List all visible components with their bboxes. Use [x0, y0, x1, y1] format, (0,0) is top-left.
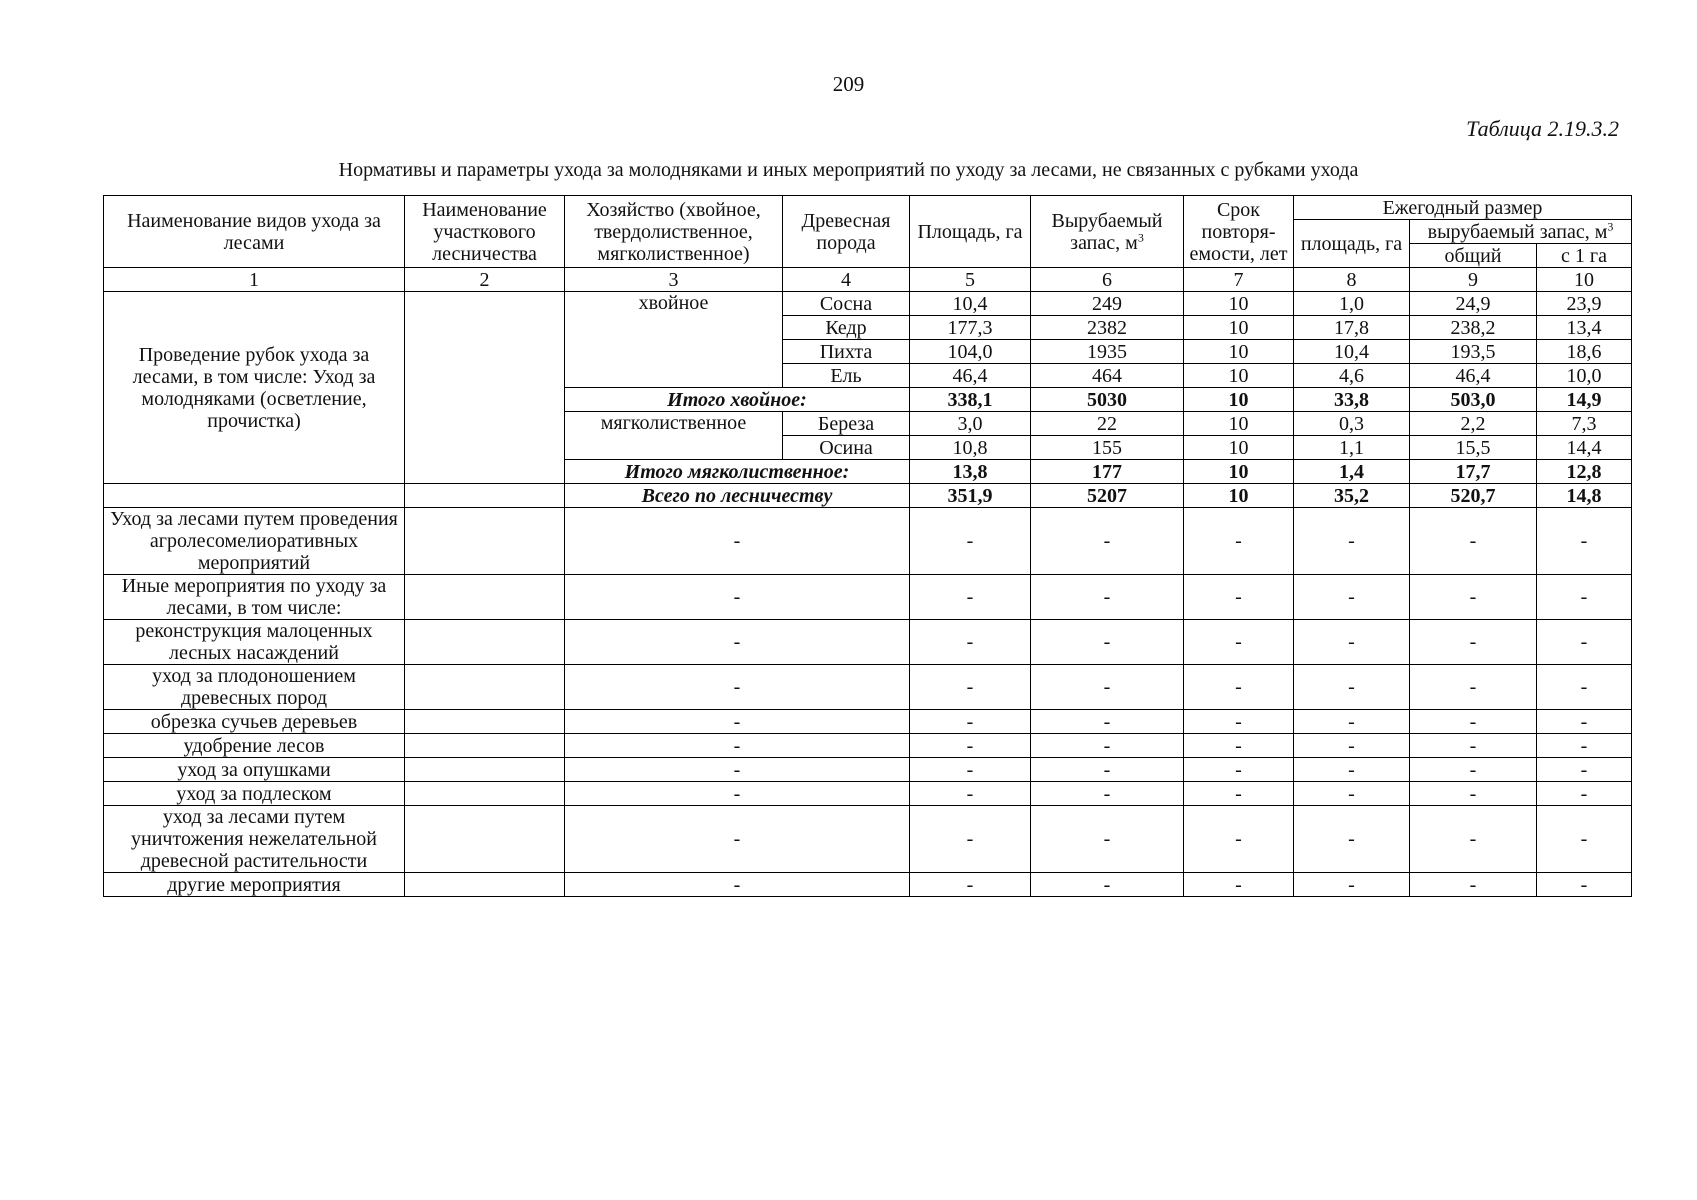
dash-cell: - — [1410, 710, 1537, 734]
annual-area-cell: 4,6 — [1294, 364, 1410, 388]
annual-area-cell: 1,1 — [1294, 436, 1410, 460]
dash-cell: - — [1031, 806, 1184, 873]
dash-cell: - — [1184, 734, 1294, 758]
header-volume: Вырубаемый запас, $м^3$ — [1031, 196, 1184, 268]
forestry-cell — [405, 806, 565, 873]
activity-row — [104, 575, 1632, 620]
per-ha-cell: 23,9 — [1537, 292, 1632, 316]
activity-row — [104, 873, 1632, 897]
activity-name: другие мероприятия — [104, 873, 405, 897]
column-number: 7 — [1184, 268, 1294, 292]
dash-cell: - — [1537, 710, 1632, 734]
dash-cell: - — [1294, 508, 1410, 575]
dash-cell: - — [565, 710, 910, 734]
dash-cell: - — [1184, 806, 1294, 873]
forestry-cell — [405, 873, 565, 897]
period-cell: 10 — [1184, 316, 1294, 340]
other-activities-body — [104, 508, 1632, 897]
per-ha-cell: 13,4 — [1537, 316, 1632, 340]
annual-total-cell: 238,2 — [1410, 316, 1537, 340]
annual-total-cell: 2,2 — [1410, 412, 1537, 436]
table-label: Таблица 2.19.3.2 — [1466, 116, 1619, 141]
dash-cell: - — [1184, 710, 1294, 734]
volume-cell: 155 — [1031, 436, 1184, 460]
dash-cell: - — [565, 508, 910, 575]
header-period: Срок повторя-емости, лет — [1184, 196, 1294, 268]
area-cell: 104,0 — [910, 340, 1031, 364]
forestry-cell — [405, 758, 565, 782]
activity-name: реконструкция малоценных лесных насаждений — [104, 620, 405, 665]
forestry-cell — [405, 575, 565, 620]
annual-total-cell: 15,5 — [1410, 436, 1537, 460]
area-cell: 10,4 — [910, 292, 1031, 316]
dash-cell: - — [1294, 873, 1410, 897]
dash-cell: - — [1537, 665, 1632, 710]
dash-cell: - — [910, 758, 1031, 782]
period-cell: 10 — [1184, 388, 1294, 412]
dash-cell: - — [1294, 620, 1410, 665]
header-annual-area: площадь, га — [1294, 220, 1410, 268]
dash-cell: - — [910, 665, 1031, 710]
header-annual-volume: вырубаемый запас, $м^3$ — [1410, 220, 1632, 244]
dash-cell: - — [1410, 665, 1537, 710]
dash-cell: - — [1537, 620, 1632, 665]
volume-cell: 2382 — [1031, 316, 1184, 340]
activity-row — [104, 620, 1632, 665]
dash-cell: - — [1031, 758, 1184, 782]
forestry-cell — [405, 734, 565, 758]
column-number: 5 — [910, 268, 1031, 292]
dash-cell: - — [565, 575, 910, 620]
annual-total-cell: 193,5 — [1410, 340, 1537, 364]
per-ha-cell: 10,0 — [1537, 364, 1632, 388]
column-number-row — [104, 268, 1632, 292]
dash-cell: - — [910, 508, 1031, 575]
dash-cell: - — [1294, 758, 1410, 782]
dash-cell: - — [910, 782, 1031, 806]
period-cell: 10 — [1184, 484, 1294, 508]
dash-cell: - — [1184, 873, 1294, 897]
annual-area-cell: 33,8 — [1294, 388, 1410, 412]
area-cell: 10,8 — [910, 436, 1031, 460]
dash-cell: - — [910, 873, 1031, 897]
dash-cell: - — [1537, 734, 1632, 758]
period-cell: 10 — [1184, 364, 1294, 388]
period-cell: 10 — [1184, 460, 1294, 484]
activity-row — [104, 508, 1632, 575]
dash-cell: - — [1031, 508, 1184, 575]
per-ha-cell: 7,3 — [1537, 412, 1632, 436]
dash-cell: - — [1184, 620, 1294, 665]
species-cell: Ель — [783, 364, 910, 388]
annual-total-cell: 503,0 — [1410, 388, 1537, 412]
per-ha-cell: 18,6 — [1537, 340, 1632, 364]
header-total: общий — [1410, 244, 1537, 268]
period-cell: 10 — [1184, 412, 1294, 436]
dash-cell: - — [1537, 782, 1632, 806]
annual-total-cell: 46,4 — [1410, 364, 1537, 388]
activity-name: уход за плодоношением древесных пород — [104, 665, 405, 710]
dash-cell: - — [1410, 508, 1537, 575]
dash-cell: - — [1537, 758, 1632, 782]
dash-cell: - — [1031, 710, 1184, 734]
column-number: 3 — [565, 268, 783, 292]
grand-total-label: Всего по лесничеству — [565, 484, 910, 508]
dash-cell: - — [1031, 873, 1184, 897]
column-number: 9 — [1410, 268, 1537, 292]
volume-cell: 5030 — [1031, 388, 1184, 412]
dash-cell: - — [1294, 575, 1410, 620]
per-ha-cell: 14,4 — [1537, 436, 1632, 460]
column-number: 1 — [104, 268, 405, 292]
dash-cell: - — [1184, 665, 1294, 710]
dash-cell: - — [1184, 508, 1294, 575]
dash-cell: - — [1537, 575, 1632, 620]
dash-cell: - — [565, 806, 910, 873]
page-number: 209 — [832, 72, 865, 96]
per-ha-cell: 12,8 — [1537, 460, 1632, 484]
volume-cell: 1935 — [1031, 340, 1184, 364]
forestry-cell — [405, 782, 565, 806]
header-activity: Наименование видов ухода за лесами — [104, 196, 405, 268]
forestry-cell — [405, 665, 565, 710]
column-number: 2 — [405, 268, 565, 292]
dash-cell: - — [565, 758, 910, 782]
dash-cell: - — [1031, 575, 1184, 620]
activity-name: Уход за лесами путем проведения агролесомелиоративных мероприятий — [104, 508, 405, 575]
column-number: 10 — [1537, 268, 1632, 292]
annual-total-cell: 17,7 — [1410, 460, 1537, 484]
forestry-cell — [405, 508, 565, 575]
annual-area-cell: 1,0 — [1294, 292, 1410, 316]
activity-name: уход за подлеском — [104, 782, 405, 806]
economy-softwood: мягколиственное — [565, 412, 783, 460]
activity-row — [104, 734, 1632, 758]
header-area: Площадь, га — [910, 196, 1031, 268]
norms-table — [103, 195, 1632, 897]
dash-cell: - — [1410, 734, 1537, 758]
dash-cell: - — [910, 620, 1031, 665]
empty-cell — [104, 484, 405, 508]
area-cell: 177,3 — [910, 316, 1031, 340]
activity-name: удобрение лесов — [104, 734, 405, 758]
activity-row — [104, 758, 1632, 782]
volume-cell: 22 — [1031, 412, 1184, 436]
dash-cell: - — [1537, 508, 1632, 575]
dash-cell: - — [1184, 782, 1294, 806]
species-cell: Пихта — [783, 340, 910, 364]
period-cell: 10 — [1184, 436, 1294, 460]
header-economy: Хозяйство (хвойное, твердолиственное, мягколиственное) — [565, 196, 783, 268]
dash-cell: - — [1410, 873, 1537, 897]
dash-cell: - — [1031, 620, 1184, 665]
dash-cell: - — [910, 710, 1031, 734]
area-cell: 338,1 — [910, 388, 1031, 412]
header-row — [104, 196, 1632, 220]
dash-cell: - — [1294, 710, 1410, 734]
volume-cell: 464 — [1031, 364, 1184, 388]
dash-cell: - — [565, 734, 910, 758]
period-cell: 10 — [1184, 340, 1294, 364]
empty-cell — [405, 484, 565, 508]
dash-cell: - — [1031, 665, 1184, 710]
species-cell: Осина — [783, 436, 910, 460]
forestry-cell — [405, 710, 565, 734]
economy-coniferous: хвойное — [565, 292, 783, 388]
annual-area-cell: 0,3 — [1294, 412, 1410, 436]
dash-cell: - — [565, 665, 910, 710]
dash-cell: - — [1410, 758, 1537, 782]
header-per-ha: с 1 га — [1537, 244, 1632, 268]
activity-row — [104, 806, 1632, 873]
period-cell: 10 — [1184, 292, 1294, 316]
table-caption: Нормативы и параметры ухода за молодняками и иных мероприятий по уходу за лесами, не связанных с рубками ухода — [338, 159, 1359, 181]
activity-name: уход за опушками — [104, 758, 405, 782]
annual-total-cell: 24,9 — [1410, 292, 1537, 316]
area-cell: 46,4 — [910, 364, 1031, 388]
volume-cell: 249 — [1031, 292, 1184, 316]
dash-cell: - — [1410, 620, 1537, 665]
species-cell: Сосна — [783, 292, 910, 316]
annual-area-cell: 17,8 — [1294, 316, 1410, 340]
annual-area-cell: 10,4 — [1294, 340, 1410, 364]
dash-cell: - — [565, 873, 910, 897]
header-forestry: Наименование участкового лесничества — [405, 196, 565, 268]
dash-cell: - — [1031, 782, 1184, 806]
dash-cell: - — [1184, 575, 1294, 620]
annual-total-cell: 520,7 — [1410, 484, 1537, 508]
dash-cell: - — [565, 782, 910, 806]
dash-cell: - — [1184, 758, 1294, 782]
main-activity-cell: Проведение рубок ухода за лесами, в том числе: Уход за молодняками (осветление, прочистка) — [104, 292, 405, 484]
per-ha-cell: 14,8 — [1537, 484, 1632, 508]
dash-cell: - — [1410, 806, 1537, 873]
dash-cell: - — [1537, 806, 1632, 873]
activity-row — [104, 782, 1632, 806]
dash-cell: - — [1410, 575, 1537, 620]
activity-name: Иные мероприятия по уходу за лесами, в том числе: — [104, 575, 405, 620]
activity-name: уход за лесами путем уничтожения нежелательной древесной растительности — [104, 806, 405, 873]
dash-cell: - — [1294, 782, 1410, 806]
dash-cell: - — [910, 806, 1031, 873]
area-cell: 351,9 — [910, 484, 1031, 508]
header-annual: Ежегодный размер — [1294, 196, 1632, 220]
column-number: 8 — [1294, 268, 1410, 292]
forestry-cell — [405, 620, 565, 665]
area-cell: 13,8 — [910, 460, 1031, 484]
dash-cell: - — [1294, 665, 1410, 710]
species-cell: Кедр — [783, 316, 910, 340]
activity-row — [104, 665, 1632, 710]
table-row — [104, 292, 1632, 316]
dash-cell: - — [1410, 782, 1537, 806]
column-number: 4 — [783, 268, 910, 292]
activity-name: обрезка сучьев деревьев — [104, 710, 405, 734]
volume-cell: 5207 — [1031, 484, 1184, 508]
per-ha-cell: 14,9 — [1537, 388, 1632, 412]
column-number: 6 — [1031, 268, 1184, 292]
dash-cell: - — [910, 734, 1031, 758]
dash-cell: - — [1537, 873, 1632, 897]
species-cell: Береза — [783, 412, 910, 436]
area-cell: 3,0 — [910, 412, 1031, 436]
dash-cell: - — [910, 575, 1031, 620]
forestry-cell — [405, 292, 565, 484]
volume-cell: 177 — [1031, 460, 1184, 484]
annual-area-cell: 1,4 — [1294, 460, 1410, 484]
dash-cell: - — [1294, 734, 1410, 758]
grand-total-row — [104, 484, 1632, 508]
subtotal-label: Итого мягколиственное: — [565, 460, 910, 484]
subtotal-label: Итого хвойное: — [565, 388, 910, 412]
dash-cell: - — [1031, 734, 1184, 758]
dash-cell: - — [1294, 806, 1410, 873]
header-species: Древесная порода — [783, 196, 910, 268]
annual-area-cell: 35,2 — [1294, 484, 1410, 508]
activity-row — [104, 710, 1632, 734]
dash-cell: - — [565, 620, 910, 665]
